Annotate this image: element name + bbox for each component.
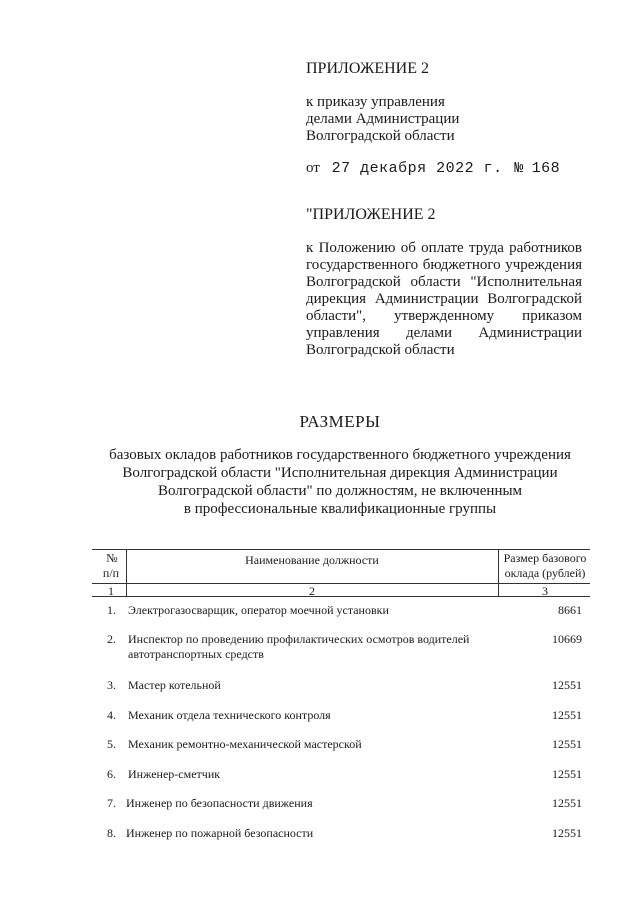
header-position-name: Наименование должности <box>245 553 379 567</box>
order-number: 168 <box>531 160 561 177</box>
column-number-3: 3 <box>542 584 548 598</box>
inner-appendix-line: государственного бюджетного учреждения <box>306 257 582 273</box>
document-subheading <box>80 446 600 518</box>
row-salary-value: 12551 <box>552 708 582 722</box>
subheading-line: Волгоградской области "Исполнительная дирекция Администрации <box>122 465 558 481</box>
header-salary-line2: оклада (рублей) <box>504 566 586 580</box>
inner-appendix-line: области", утвержденному приказом <box>306 308 582 324</box>
order-date: 27 декабря 2022 г. <box>331 160 503 177</box>
date-prefix: от <box>306 160 320 176</box>
row-number: 4. <box>107 708 116 722</box>
inner-appendix-line: Волгоградской области <box>306 342 455 358</box>
inner-appendix-line: дирекция Администрации Волгоградской <box>306 291 582 307</box>
appendix-order-ref <box>306 94 459 145</box>
row-position-name: Инженер по безопасности движения <box>126 796 313 810</box>
inner-appendix-line: управления делами Администрации <box>306 325 582 341</box>
row-number: 7. <box>107 796 116 810</box>
inner-appendix-text <box>306 240 582 359</box>
row-salary-value: 12551 <box>552 767 582 781</box>
row-number: 6. <box>107 767 116 781</box>
document-heading: РАЗМЕРЫ <box>299 412 381 431</box>
row-position-name: Инженер-сметчик <box>128 767 221 781</box>
row-salary-value: 12551 <box>552 737 582 751</box>
order-number-sign: № <box>514 160 524 177</box>
column-number-1: 1 <box>108 584 114 598</box>
row-position-name: Электрогазосварщик, оператор моечной установки <box>128 603 389 617</box>
row-number: 1. <box>107 603 116 617</box>
row-number: 2. <box>107 632 116 646</box>
header-num-line2: п/п <box>102 566 120 580</box>
row-salary-value: 8661 <box>558 603 582 617</box>
appendix-line: делами Администрации <box>306 111 460 127</box>
appendix-title: ПРИЛОЖЕНИЕ 2 <box>306 60 430 77</box>
inner-appendix-title: "ПРИЛОЖЕНИЕ 2 <box>306 206 436 223</box>
row-position-name: Мастер котельной <box>128 678 221 692</box>
row-number: 3. <box>107 678 116 692</box>
row-position-name: Инженер по пожарной безопасности <box>126 826 314 840</box>
appendix-line: Волгоградской области <box>306 128 455 144</box>
table-top-border <box>92 549 590 550</box>
row-salary-value: 10669 <box>552 632 582 646</box>
row-position-name: Механик отдела технического контроля <box>128 708 331 722</box>
inner-appendix-line: к Положению об оплате труда работников <box>306 240 582 256</box>
subheading-line: Волгоградской области" по должностям, не включенным <box>157 483 523 499</box>
row-salary-value: 12551 <box>552 796 582 810</box>
inner-appendix-line: Волгоградской области "Исполнительная <box>306 274 582 290</box>
subheading-line: базовых окладов работников государственного бюджетного учреждения <box>109 447 571 463</box>
row-number: 5. <box>107 737 116 751</box>
subheading-line: в профессиональные квалификационные группы <box>183 501 497 517</box>
row-position-name: Механик ремонтно-механической мастерской <box>128 737 362 751</box>
row-salary-value: 12551 <box>552 678 582 692</box>
row-position-name: Инспектор по проведению профилактических осмотров водителей автотранспортных средств <box>128 632 470 661</box>
header-num-line1: № <box>106 551 118 565</box>
column-number-2: 2 <box>309 584 315 598</box>
header-salary-line1: Размер базового <box>503 551 587 565</box>
row-salary-value: 12551 <box>552 826 582 840</box>
order-date-line <box>306 160 560 177</box>
row-number: 8. <box>107 826 116 840</box>
appendix-line: к приказу управления <box>306 94 445 110</box>
